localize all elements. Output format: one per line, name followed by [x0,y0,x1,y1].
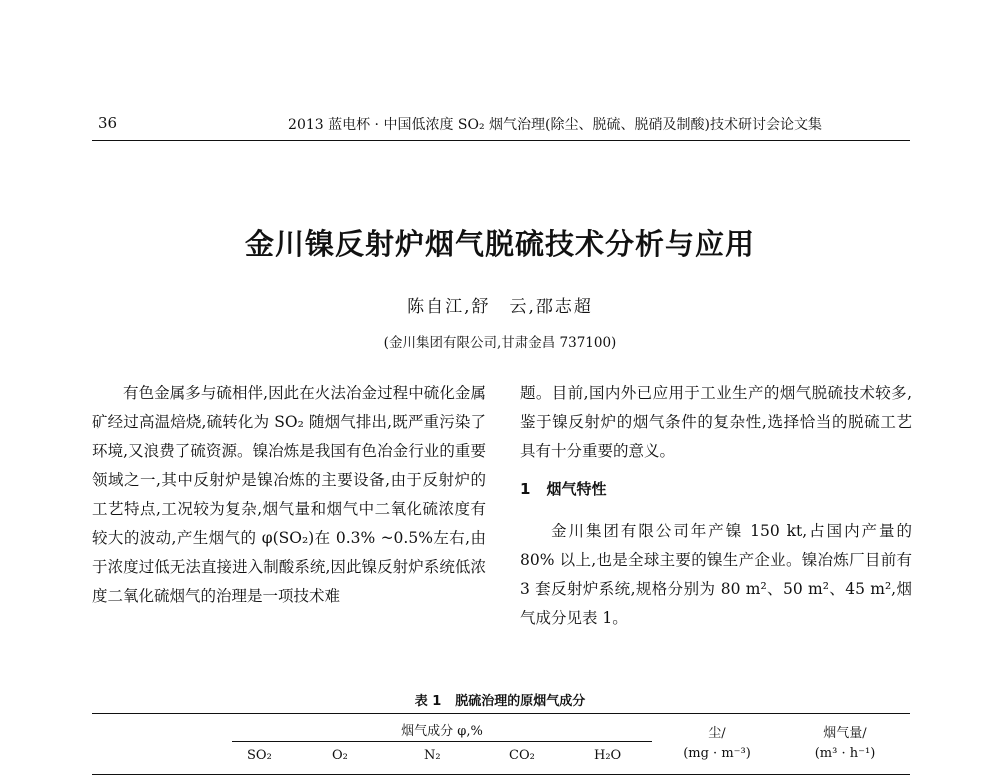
table-top-rule [92,713,910,714]
right-column [520,379,912,633]
flow-header: 烟气量/ [823,726,867,741]
page-number: 36 [98,114,118,132]
section-paragraph: 金川集团有限公司年产镍 150 kt,占国内产量的 80% 以上,也是全球主要的镍生产企业。镍冶炼厂目前有 3 套反射炉系统,规格分别为 80 m²、50 m²、45 m²,烟气成分见表 1。 [520,522,912,627]
intro-continuation: 题。目前,国内外已应用于工业生产的烟气脱硫技术较多,鉴于镍反射炉的烟气条件的复杂性,选择恰当的脱硫工艺具有十分重要的意义。 [520,384,912,460]
section-heading [520,475,912,504]
intro-paragraph: 有色金属多与硫相伴,因此在火法冶金过程中硫化金属矿经过高温焙烧,硫转化为 SO₂ 随烟气排出,既严重污染了环境,又浪费了硫资源。镍冶炼是我国有色冶金行业的重要领域之一,其中反射炉是镍冶炼的主要设备,由于反射炉的工艺特点,工况较为复杂,烟气量和烟气中二氧化硫浓度有较大的波动,产生烟气的 φ(SO₂)在 0.3% ~0.5%左右,由于浓度过低无法直接进入制酸系统,因此镍反射炉系统低浓度二氧化硫烟气的治理是一项技术难 [92,384,486,605]
header-rule [92,140,910,141]
dust-unit: (mg · m⁻³) [683,746,751,761]
article-title: 金川镍反射炉烟气脱硫技术分析与应用 [244,227,755,261]
column-header-h2o: H₂O [594,748,622,763]
article-authors: 陈自江,舒 云,邵志超 [407,297,593,317]
table-group-header: 烟气成分 φ,% [401,724,483,739]
article-affiliation: (金川集团有限公司,甘肃金昌 737100) [383,335,617,351]
section-title: 烟气特性 [546,480,607,498]
column-header-so2: SO₂ [247,748,272,763]
table-caption [0,690,1000,709]
left-column [92,379,486,611]
column-header-co2: CO₂ [509,748,535,763]
table-caption-number: 表 1 [414,694,442,709]
column-header-o2: O₂ [332,748,348,763]
dust-header: 尘/ [708,726,726,741]
column-header-n2: N₂ [424,748,441,763]
flow-unit: (m³ · h⁻¹) [814,746,876,761]
table-group-rule [232,741,652,742]
table-caption-title: 脱硫治理的原烟气成分 [455,694,586,709]
running-header: 2013 蓝电杯 · 中国低浓度 SO₂ 烟气治理(除尘、脱硫、脱硝及制酸)技术研讨会论文集 [288,117,822,133]
table-bottom-rule [92,774,910,775]
section-number: 1 [520,480,531,498]
